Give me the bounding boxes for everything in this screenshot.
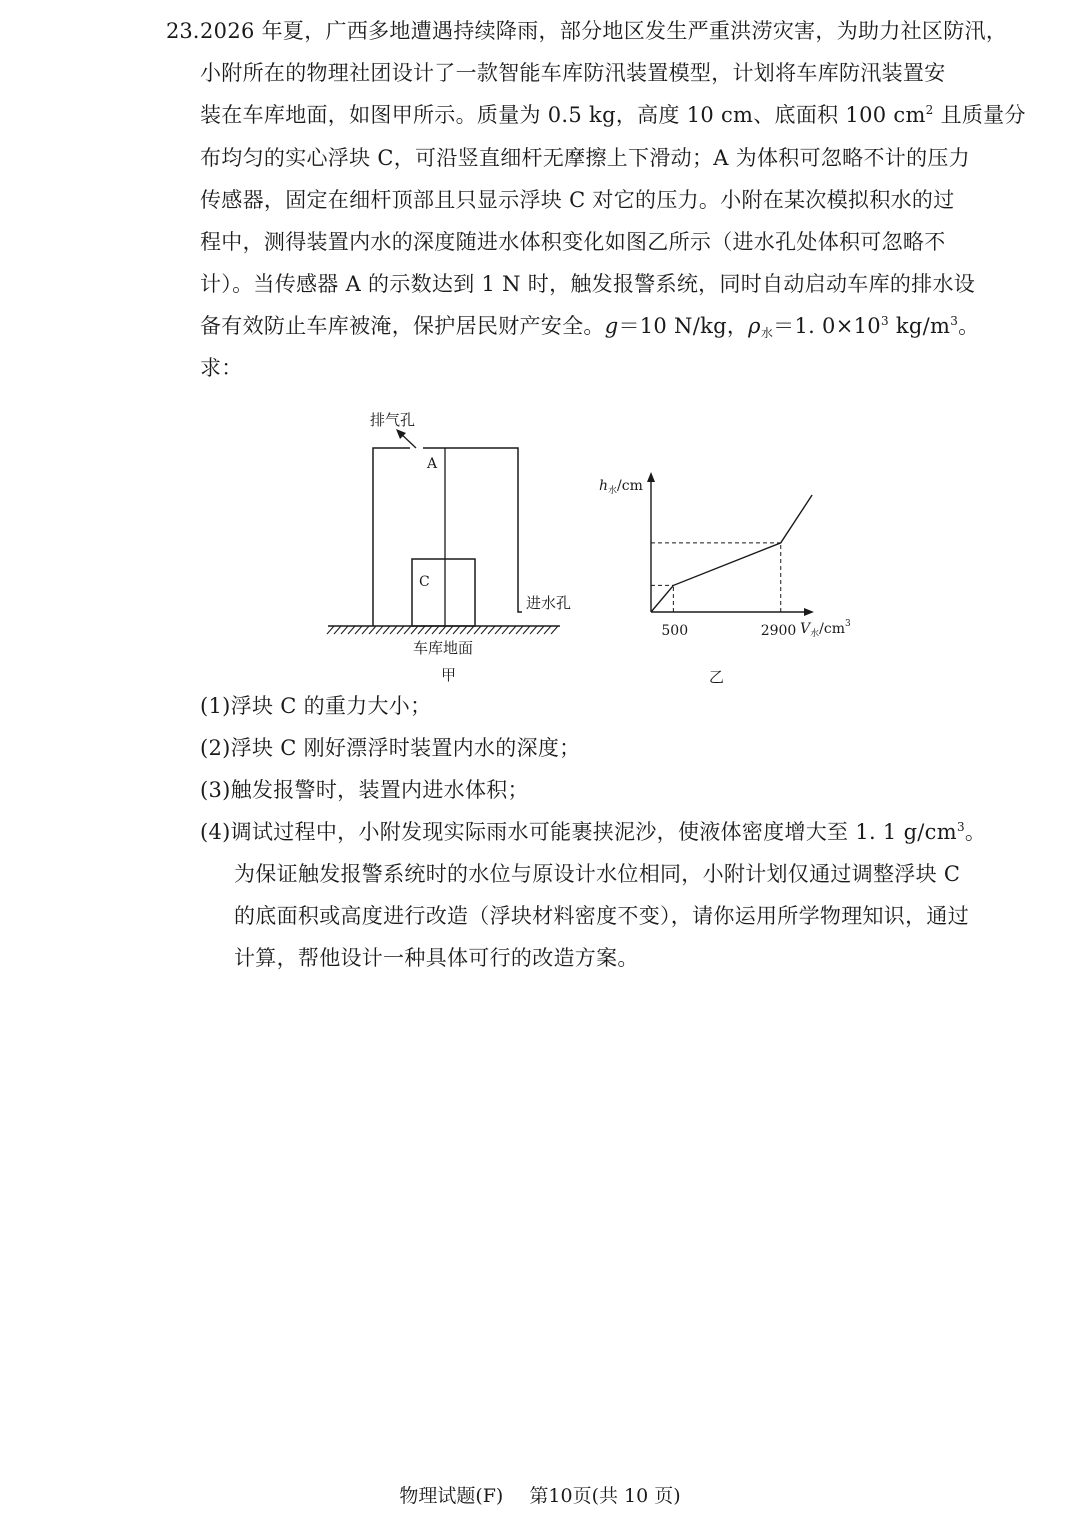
hatch-mark — [348, 626, 355, 634]
density-unit-exponent: 3 — [950, 314, 959, 328]
hatch-mark — [397, 626, 404, 634]
box-left-wall — [373, 448, 410, 626]
hatch-mark — [544, 626, 551, 634]
hatch-mark — [355, 626, 362, 634]
hatch-mark — [516, 626, 523, 634]
hatch-mark — [502, 626, 509, 634]
question-line-1: 2026 年夏，广西多地遭遇持续降雨，部分地区发生严重洪涝灾害，为助力社区防汛， — [200, 19, 1008, 43]
question-line-3-text: 装在车库地面，如图甲所示。质量为 0.5 kg，高度 10 cm、底面积 100 cm — [200, 103, 926, 127]
x-tick-2900: 2900 — [760, 623, 797, 639]
gravity-symbol: g — [604, 314, 619, 338]
caption-jia: 甲 — [441, 666, 457, 684]
figure-yi-chart — [590, 470, 860, 690]
vent-label: 排气孔 — [370, 411, 416, 429]
hatch-mark — [432, 626, 439, 634]
area-exponent: 2 — [925, 103, 934, 117]
hatch-mark — [530, 626, 537, 634]
subquestion-4-line-1 — [200, 817, 986, 847]
question-number: 23. — [166, 19, 200, 43]
hatch-mark — [362, 626, 369, 634]
float-block-c — [412, 559, 475, 626]
density-value: ＝1. 0×10 — [773, 314, 881, 338]
hatch-mark — [474, 626, 481, 634]
question-line-4: 布均匀的实心浮块 C，可沿竖直细杆无摩擦上下滑动；A 为体积可忽略不计的压力 — [200, 146, 970, 170]
hatch-mark — [376, 626, 383, 634]
hatch-mark — [425, 626, 432, 634]
hatch-mark — [453, 626, 460, 634]
page-footer — [0, 1481, 1080, 1508]
hatch-mark — [390, 626, 397, 634]
hatch-mark — [383, 626, 390, 634]
subquestion-1: (1)浮块 C 的重力大小； — [200, 694, 432, 718]
x-axis-arrow — [804, 608, 814, 616]
question-line-2: 小附所在的物理社团设计了一款智能车库防汛装置模型，计划将车库防汛装置安 — [200, 61, 946, 85]
density-unit: kg/m — [888, 314, 951, 338]
hatch-mark — [439, 626, 446, 634]
guide-lines — [651, 543, 781, 612]
y-axis-label: $h_水/cm$ — [599, 478, 643, 496]
float-c-label: C — [419, 574, 430, 590]
ground-hatching — [327, 626, 558, 634]
hatch-mark — [523, 626, 530, 634]
question-line-8-end: 。 — [958, 314, 980, 338]
hatch-mark — [488, 626, 495, 634]
subquestion-4-exponent: 3 — [956, 820, 965, 834]
hatch-mark — [537, 626, 544, 634]
caption-yi: 乙 — [709, 668, 725, 686]
subquestion-4-line-3: 的底面积或高度进行改造（浮块材料密度不变），请你运用所学物理知识，通过 — [234, 904, 969, 928]
question-line-8 — [200, 311, 979, 341]
hatch-mark — [495, 626, 502, 634]
question-line-5: 传感器，固定在细杆顶部且只显示浮块 C 对它的压力。小附在某次模拟积水的过 — [200, 188, 955, 212]
hatch-mark — [334, 626, 341, 634]
subquestion-2: (2)浮块 C 刚好漂浮时装置内水的深度； — [200, 736, 581, 760]
figure-jia — [320, 398, 580, 690]
inlet-label: 进水孔 — [526, 594, 572, 612]
footer-subject: 物理试题(F) — [399, 1485, 504, 1507]
hatch-mark — [404, 626, 411, 634]
ground-label: 车库地面 — [413, 639, 474, 657]
hatch-mark — [411, 626, 418, 634]
density-symbol: ρ — [748, 314, 761, 338]
density-subscript: 水 — [760, 326, 774, 340]
question-line-6: 程中，测得装置内水的深度随进水体积变化如图乙所示（进水孔处体积可忽略不 — [200, 230, 946, 254]
subquestion-4-line-2: 为保证触发报警系统时的水位与原设计水位相同，小附计划仅通过调整浮块 C — [234, 862, 961, 886]
subquestion-4-end: 。 — [964, 820, 987, 844]
hatch-mark — [341, 626, 348, 634]
sensor-a-label: A — [427, 456, 438, 472]
x-tick-500: 500 — [661, 623, 689, 639]
hatch-mark — [369, 626, 376, 634]
hatch-mark — [551, 626, 558, 634]
subquestion-4-text: (4)调试过程中，小附发现实际雨水可能裹挟泥沙，使液体密度增大至 1. 1 g/cm — [200, 820, 957, 844]
x-axis-label: $V_水/cm^3$ — [800, 619, 851, 639]
subquestion-4-line-4: 计算，帮他设计一种具体可行的改造方案。 — [234, 946, 639, 970]
hatch-mark — [446, 626, 453, 634]
footer-page-number: 第10页(共 10 页) — [529, 1485, 681, 1507]
y-axis-arrow — [647, 472, 655, 482]
question-line-3 — [200, 100, 1026, 130]
box-right-wall — [423, 448, 522, 612]
hatch-mark — [327, 626, 334, 634]
hatch-mark — [460, 626, 467, 634]
series-line — [651, 495, 812, 612]
hatch-mark — [481, 626, 488, 634]
gravity-value: ＝10 N/kg， — [618, 314, 749, 338]
question-line-8-text: 备有效防止车库被淹，保护居民财产安全。 — [200, 314, 605, 338]
hatch-mark — [509, 626, 516, 634]
hatch-mark — [467, 626, 474, 634]
question-line-7: 计）。当传感器 A 的示数达到 1 N 时，触发报警系统，同时自动启动车库的排水设 — [200, 272, 976, 296]
question-line-9: 求： — [200, 356, 243, 380]
subquestion-3: (3)触发报警时，装置内进水体积； — [200, 778, 529, 802]
density-exponent: 3 — [880, 314, 889, 328]
hatch-mark — [418, 626, 425, 634]
question-line-3-tail: 且质量分 — [933, 103, 1026, 127]
